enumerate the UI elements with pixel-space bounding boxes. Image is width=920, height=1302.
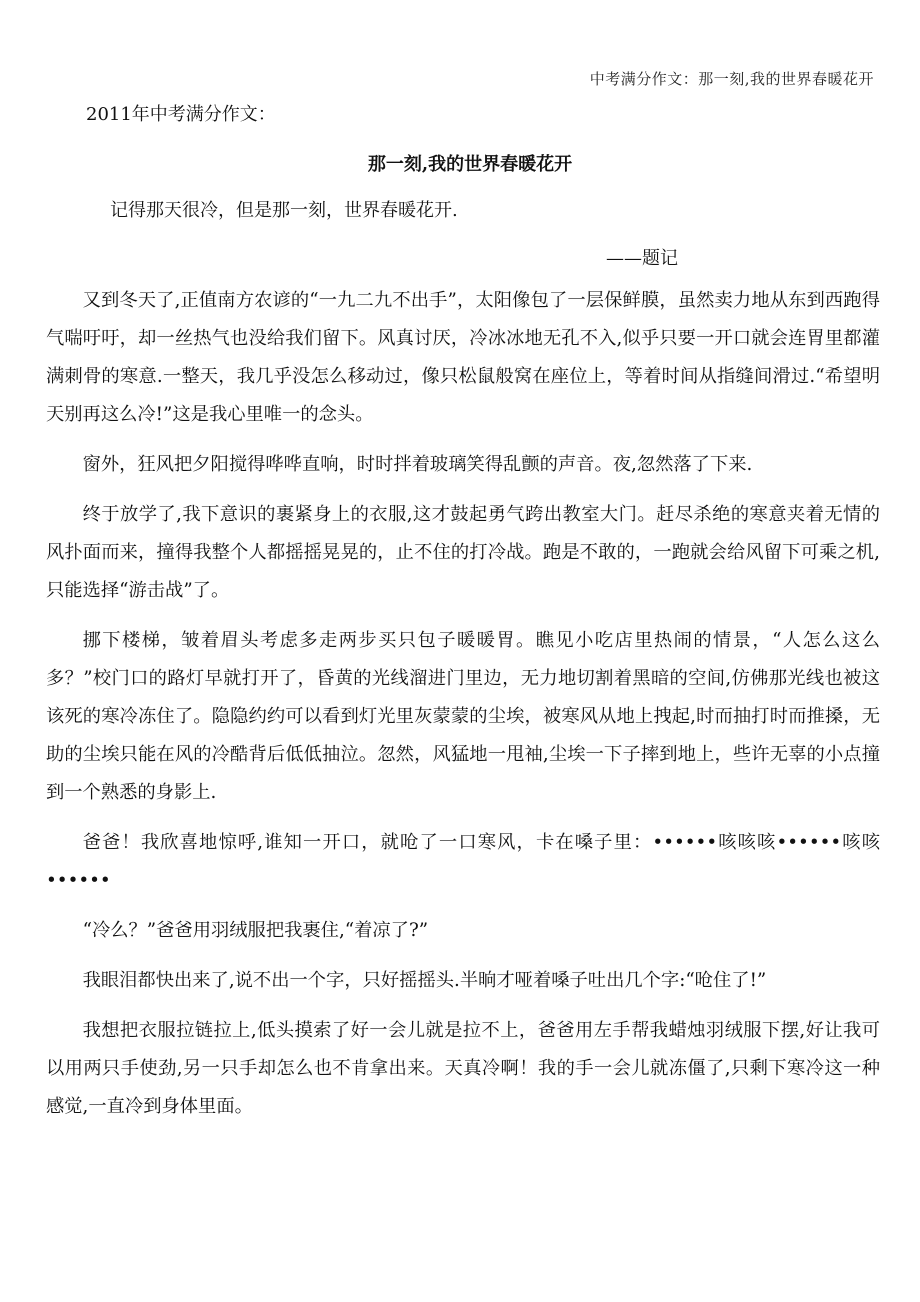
running-header: 中考满分作文：那一刻,我的世界春暖花开 bbox=[589, 70, 874, 88]
paragraph-8: 我想把衣服拉链拉上,低头摸索了好一会儿就是拉不上，爸爸用左手帮我蜡烛羽绒服下摆,好让我可以用两只手使劲,另一只手却怎么也不肯拿出来。天真冷啊！我的手一会儿就冻僵了,只剩下寒冷这一种感觉,一直冷到身体里面。 bbox=[46, 1020, 880, 1117]
essay-title: 那一刻,我的世界春暖花开 bbox=[367, 154, 573, 175]
paragraph-2: 窗外，狂风把夕阳搅得哗哗直响，时时拌着玻璃笑得乱颤的声音。夜,忽然落了下来. bbox=[82, 454, 753, 475]
paragraph-6: “冷么？”爸爸用羽绒服把我裹住,“着凉了?” bbox=[82, 920, 429, 941]
paragraph-5: 爸爸！我欣喜地惊呼,谁知一开口，就呛了一口寒风，卡在嗓子里：••••••咳咳咳••••••咳咳•••••• bbox=[46, 832, 880, 891]
paragraph-1: 又到冬天了,正值南方农谚的“一九二九不出手”，太阳像包了一层保鲜膜，虽然卖力地从东到西跑得气喘吁吁，却一丝热气也没给我们留下。风真讨厌，冷冰冰地无孔不入,似乎只要一开口就会连胃里都灌满刺骨的寒意.一整天，我几乎没怎么移动过，像只松鼠般窝在座位上，等着时间从指缝间滑过.“希望明天别再这么冷!”这是我心里唯一的念头。 bbox=[46, 290, 880, 425]
essay-body bbox=[46, 282, 880, 1138]
epigraph-signature: ——题记 bbox=[606, 248, 678, 269]
intro-line: 2011年中考满分作文： bbox=[86, 104, 276, 125]
paragraph-4: 挪下楼梯，皱着眉头考虑多走两步买只包子暖暖胃。瞧见小吃店里热闹的情景，“人怎么这么多？”校门口的路灯早就打开了，昏黄的光线溜进门里边，无力地切割着黑暗的空间,仿佛那光线也被这该死的寒冷冻住了。隐隐约约可以看到灯光里灰蒙蒙的尘埃，被寒风从地上拽起,时而抽打时而推搡，无助的尘埃只能在风的冷酷背后低低抽泣。忽然，风猛地一甩袖,尘埃一下子摔到地上，些许无辜的小点撞到一个熟悉的身影上. bbox=[46, 630, 880, 803]
paragraph-3: 终于放学了,我下意识的裹紧身上的衣服,这才鼓起勇气跨出教室大门。赶尽杀绝的寒意夹着无情的风扑面而来，撞得我整个人都摇摇晃晃的，止不住的打冷战。跑是不敢的，一跑就会给风留下可乘之机,只能选择“游击战”了。 bbox=[46, 504, 880, 601]
epigraph: 记得那天很冷，但是那一刻，世界春暖花开. bbox=[110, 200, 458, 221]
paragraph-7: 我眼泪都快出来了,说不出一个字，只好摇摇头.半晌才哑着嗓子吐出几个字:“呛住了!” bbox=[82, 970, 767, 991]
